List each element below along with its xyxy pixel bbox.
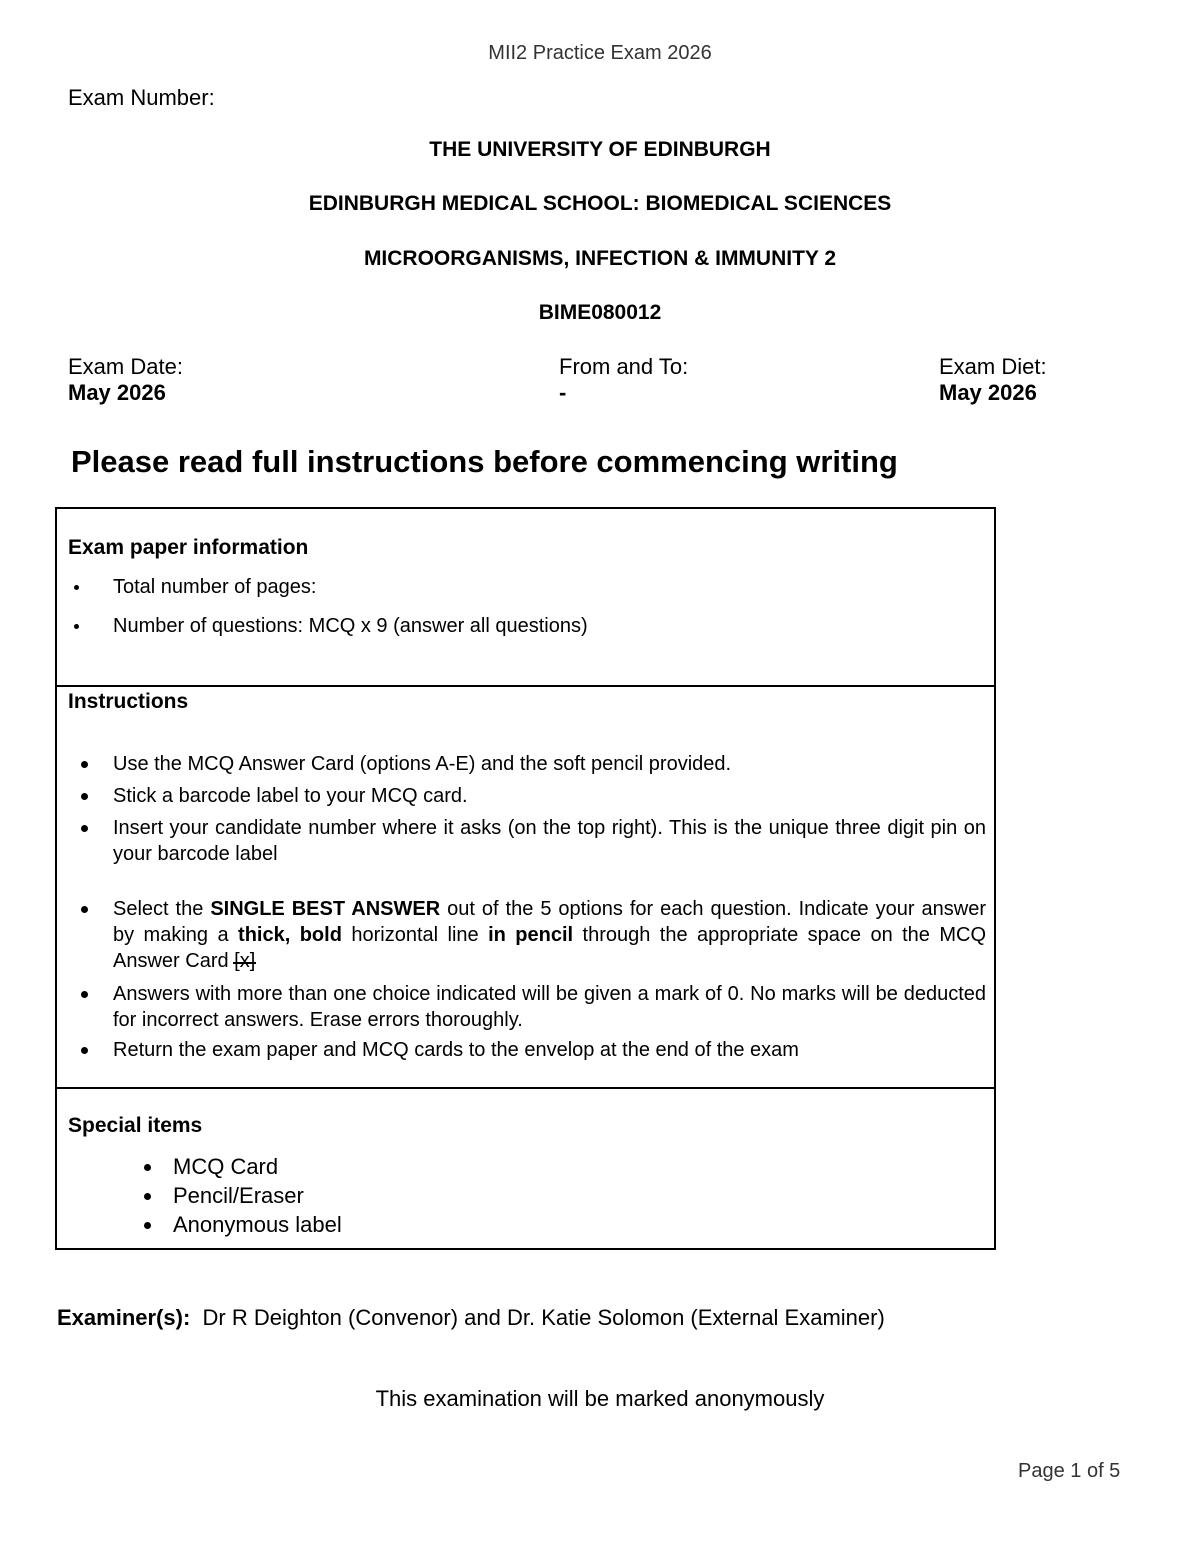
bullet-icon <box>81 825 88 832</box>
anonymity-note: This examination will be marked anonymously <box>375 1386 825 1411</box>
school-title: EDINBURGH MEDICAL SCHOOL: BIOMEDICAL SCIENCES <box>308 192 892 215</box>
exam-number-label: Exam Number: <box>68 85 215 110</box>
exam-date-value: May 2026 <box>68 380 166 405</box>
bullet-icon <box>144 1164 151 1171</box>
paper-info-title: Exam paper information <box>68 536 309 559</box>
examiners-names: Dr R Deighton (Convenor) and Dr. Katie Solomon (External Examiner) <box>202 1305 885 1330</box>
bullet-icon <box>81 906 88 913</box>
list-item: Pencil/Eraser <box>173 1183 304 1209</box>
bullet-icon <box>81 761 88 768</box>
struck-mark: [x] <box>234 950 256 972</box>
paper-info-section: Exam paper information Total number of pages: Number of questions: MCQ x 9 (answer all questions) <box>55 507 996 687</box>
examiners-label: Examiner(s): <box>57 1305 191 1330</box>
bullet-icon <box>144 1222 151 1229</box>
from-to-value: - <box>559 380 567 405</box>
instructions-title: Instructions <box>68 690 189 713</box>
exam-date-label: Exam Date: <box>68 354 183 379</box>
university-title: THE UNIVERSITY OF EDINBURGH <box>429 138 771 161</box>
list-item: Anonymous label <box>173 1212 342 1238</box>
bullet-icon <box>81 991 88 998</box>
special-items-section <box>55 1087 996 1250</box>
bullet-icon <box>144 1193 151 1200</box>
instructions-section: Instructions Use the MCQ Answer Card (options A-E) and the soft pencil provided. Stick a barcode label to your MCQ card. Insert your candidate number where it asks (on the top right). This is the unique three digit pin on your barcode label Select the SINGLE BEST ANSWER out of the 5 options for each question. Indicate your answer by making a thick, bold horizontal line in pencil through the appropriate space on the MCQ Answer Card [x] Answers with more than one choice indicated will be given a mark of 0. No marks will be deducted for incorrect answers. Erase errors thoroughly. Return the exam paper and MCQ cards to the envelop at the end of the exam <box>55 685 996 1089</box>
exam-diet-value: May 2026 <box>939 380 1037 405</box>
bullet-icon <box>74 624 79 629</box>
special-items-title: Special items <box>68 1114 203 1137</box>
exam-diet-label: Exam Diet: <box>939 354 1047 379</box>
bullet-icon <box>81 1047 88 1054</box>
bullet-icon <box>74 585 79 590</box>
page-number: Page 1 of 5 <box>1018 1460 1121 1482</box>
running-header: MII2 Practice Exam 2026 <box>488 42 712 64</box>
list-item: MCQ Card <box>173 1154 278 1180</box>
examiners <box>57 1305 885 1331</box>
bullet-icon <box>81 793 88 800</box>
instructions-heading: Please read full instructions before commencing writing <box>71 444 898 479</box>
course-title: MICROORGANISMS, INFECTION & IMMUNITY 2 <box>363 247 837 270</box>
course-code: BIME080012 <box>538 301 662 324</box>
from-to-label: From and To: <box>559 354 689 379</box>
